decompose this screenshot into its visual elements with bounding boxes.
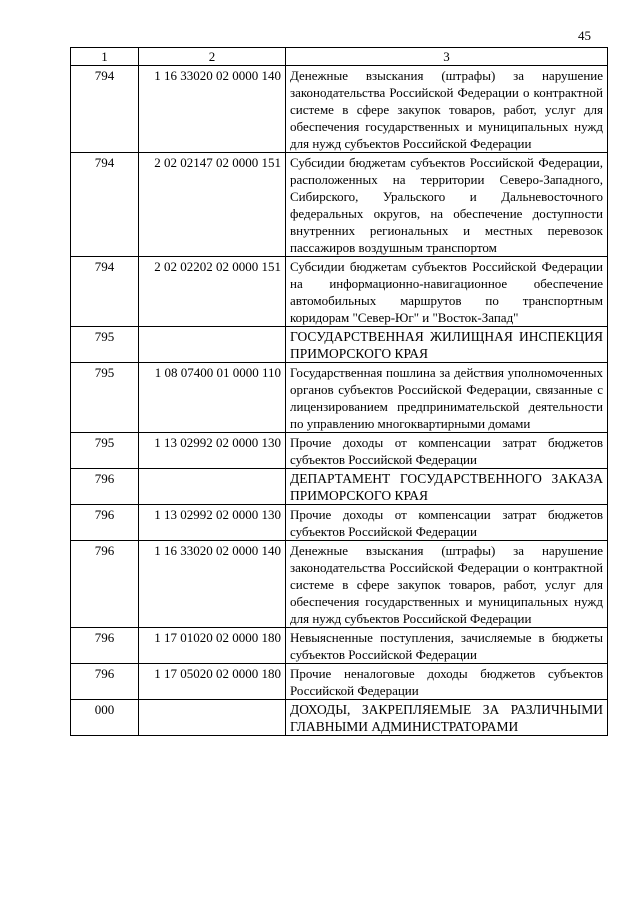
admin-code-cell: 795 (71, 327, 139, 363)
table-row (71, 628, 608, 664)
revenue-code-cell: 2 02 02147 02 0000 151 (139, 153, 286, 257)
table-row (71, 433, 608, 469)
admin-code-cell: 794 (71, 257, 139, 327)
administrator-heading-cell: ДЕПАРТАМЕНТ ГОСУДАРСТВЕННОГО ЗАКАЗА ПРИМОРСКОГО КРАЯ (286, 469, 608, 505)
table-row (71, 153, 608, 257)
table-row (71, 505, 608, 541)
revenue-code-cell: 1 16 33020 02 0000 140 (139, 66, 286, 153)
revenue-code-cell: 1 16 33020 02 0000 140 (139, 541, 286, 628)
administrator-heading-cell: ГОСУДАРСТВЕННАЯ ЖИЛИЩНАЯ ИНСПЕКЦИЯ ПРИМОРСКОГО КРАЯ (286, 327, 608, 363)
administrator-heading-cell: ДОХОДЫ, ЗАКРЕПЛЯЕМЫЕ ЗА РАЗЛИЧНЫМИ ГЛАВНЫМИ АДМИНИСТРАТОРАМИ (286, 700, 608, 736)
admin-code-cell: 796 (71, 541, 139, 628)
table-row (71, 541, 608, 628)
revenue-name-cell: Прочие доходы от компенсации затрат бюджетов субъектов Российской Федерации (286, 433, 608, 469)
table-row (71, 700, 608, 736)
revenue-name-cell: Невыясненные поступления, зачисляемые в бюджеты субъектов Российской Федерации (286, 628, 608, 664)
admin-code-cell: 796 (71, 505, 139, 541)
revenue-name-cell: Денежные взыскания (штрафы) за нарушение законодательства Российской Федерации о контрактной системе в сфере закупок товаров, работ, услуг для обеспечения государственных и муниципальных нужд для нужд субъектов Российской Федерации (286, 541, 608, 628)
admin-code-cell: 000 (71, 700, 139, 736)
revenue-code-cell: 1 08 07400 01 0000 110 (139, 363, 286, 433)
admin-code-cell: 794 (71, 66, 139, 153)
admin-code-cell: 795 (71, 363, 139, 433)
revenue-code-cell: 2 02 02202 02 0000 151 (139, 257, 286, 327)
admin-code-cell: 796 (71, 664, 139, 700)
table-header-row (71, 48, 608, 66)
revenue-name-cell: Субсидии бюджетам субъектов Российской Федерации на информационно-навигационное обеспечение автомобильных маршрутов по транспортным коридорам "Север-Юг" и "Восток-Запад" (286, 257, 608, 327)
revenue-codes-table (70, 47, 608, 736)
revenue-name-cell: Государственная пошлина за действия уполномоченных органов субъектов Российской Федерации, связанные с лицензированием предпринимательской деятельности по управлению многоквартирными домами (286, 363, 608, 433)
revenue-code-cell (139, 469, 286, 505)
admin-code-cell: 795 (71, 433, 139, 469)
revenue-name-cell: Прочие неналоговые доходы бюджетов субъектов Российской Федерации (286, 664, 608, 700)
revenue-name-cell: Денежные взыскания (штрафы) за нарушение законодательства Российской Федерации о контрактной системе в сфере закупок товаров, работ, услуг для обеспечения государственных и муниципальных нужд для нужд субъектов Российской Федерации (286, 66, 608, 153)
page-number: 45 (578, 28, 591, 43)
revenue-code-cell: 1 13 02992 02 0000 130 (139, 505, 286, 541)
table-row (71, 469, 608, 505)
revenue-code-cell: 1 17 01020 02 0000 180 (139, 628, 286, 664)
header-col-1: 1 (71, 48, 139, 66)
revenue-code-cell (139, 700, 286, 736)
revenue-name-cell: Субсидии бюджетам субъектов Российской Федерации, расположенных на территории Северо-Западного, Сибирского, Уральского и Дальневосточного федеральных округов, на обеспечение доступности внутренних региональных и местных перевозок пассажиров воздушным транспортом (286, 153, 608, 257)
header-col-2: 2 (139, 48, 286, 66)
admin-code-cell: 794 (71, 153, 139, 257)
header-col-3: 3 (286, 48, 608, 66)
revenue-code-cell (139, 327, 286, 363)
revenue-name-cell: Прочие доходы от компенсации затрат бюджетов субъектов Российской Федерации (286, 505, 608, 541)
table-row (71, 257, 608, 327)
table-row (71, 327, 608, 363)
table-row (71, 66, 608, 153)
admin-code-cell: 796 (71, 628, 139, 664)
revenue-code-cell: 1 13 02992 02 0000 130 (139, 433, 286, 469)
admin-code-cell: 796 (71, 469, 139, 505)
table-row (71, 664, 608, 700)
revenue-code-cell: 1 17 05020 02 0000 180 (139, 664, 286, 700)
table-row (71, 363, 608, 433)
